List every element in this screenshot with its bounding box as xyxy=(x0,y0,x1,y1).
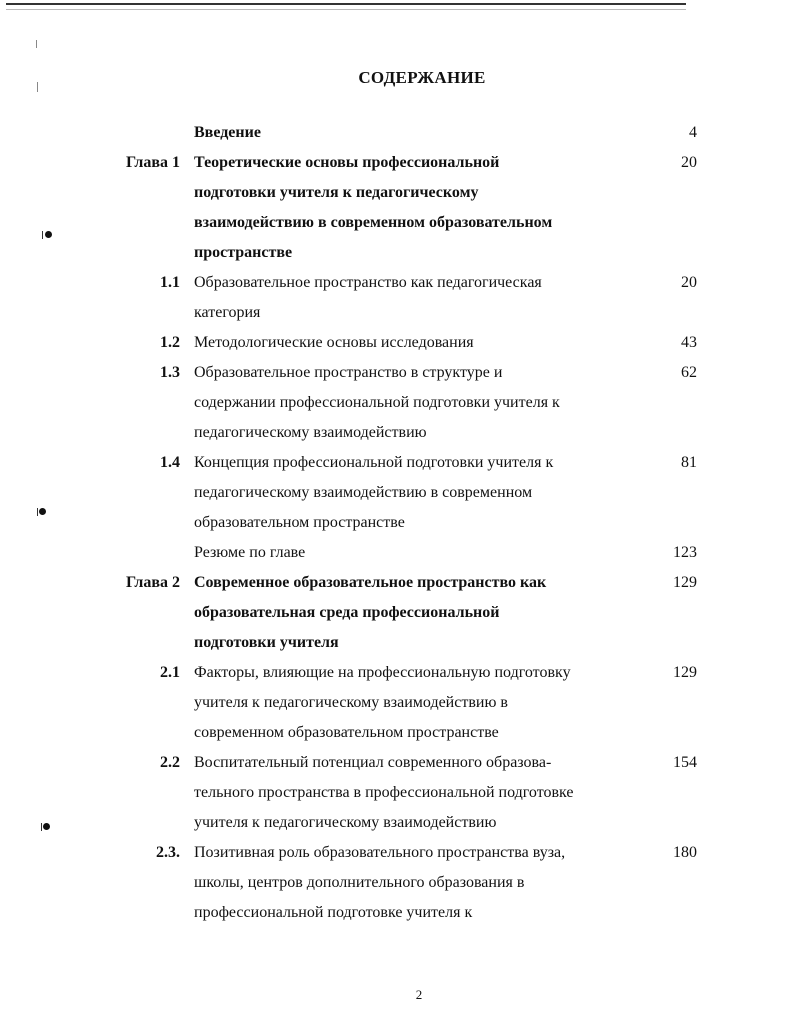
toc-entry-title-line: современном образовательном пространстве xyxy=(194,724,499,741)
toc-entry-title-line: образовательном пространстве xyxy=(194,514,405,531)
toc-entry-title-line: содержании профессиональной подготовки учителя к xyxy=(194,394,560,411)
toc-entry-title xyxy=(194,148,642,268)
toc-entry-label: 1.4 xyxy=(160,454,180,471)
toc-entry-page: 180 xyxy=(673,844,697,861)
toc-entry-title xyxy=(194,538,642,568)
toc-entry xyxy=(0,118,794,148)
toc-entry-page: 4 xyxy=(689,124,697,141)
toc-entry-page: 62 xyxy=(681,364,697,381)
toc-entry-title xyxy=(194,568,642,658)
toc-entry-label: 2.1 xyxy=(160,664,180,681)
toc-entry-label: 1.2 xyxy=(160,334,180,351)
toc-entry-label: 1.1 xyxy=(160,274,180,291)
toc-entry xyxy=(0,148,794,268)
toc-entry-title-line: Образовательное пространство как педагогическая xyxy=(194,274,542,291)
toc-entry xyxy=(0,448,794,538)
toc-entry-title xyxy=(194,268,642,328)
toc-entry-page: 129 xyxy=(673,664,697,681)
toc-entry-title-line: категория xyxy=(194,304,261,321)
toc-entry-label: 1.3 xyxy=(160,364,180,381)
toc-entry xyxy=(0,538,794,568)
table-of-contents xyxy=(0,118,794,928)
top-scan-rule-faint xyxy=(6,9,686,10)
toc-entry xyxy=(0,748,794,838)
toc-entry-page: 154 xyxy=(673,754,697,771)
toc-entry-title-line: образовательная среда профессиональной xyxy=(194,604,500,621)
toc-entry-title-line: Факторы, влияющие на профессиональную подготовку xyxy=(194,664,571,681)
scan-speck xyxy=(36,40,37,48)
toc-entry-title xyxy=(194,118,642,148)
toc-entry-title-line: учителя к педагогическому взаимодействию в xyxy=(194,694,508,711)
top-scan-rule xyxy=(6,3,686,5)
toc-entry-title-line: Образовательное пространство в структуре и xyxy=(194,364,503,381)
toc-entry xyxy=(0,268,794,328)
toc-entry-title xyxy=(194,748,642,838)
toc-entry-title xyxy=(194,328,642,358)
toc-entry-title-line: школы, центров дополнительного образования в xyxy=(194,874,525,891)
toc-entry xyxy=(0,358,794,448)
toc-entry-title-line: Позитивная роль образовательного пространства вуза, xyxy=(194,844,566,861)
toc-entry xyxy=(0,658,794,748)
toc-entry-title xyxy=(194,658,642,748)
toc-entry-title-line: Концепция профессиональной подготовки учителя к xyxy=(194,454,554,471)
toc-entry-page: 20 xyxy=(681,274,697,291)
toc-entry-title xyxy=(194,448,642,538)
toc-entry-title-line: взаимодействию в современном образовательном xyxy=(194,214,553,231)
toc-entry-title xyxy=(194,358,642,448)
toc-entry-label: 2.3. xyxy=(156,844,180,861)
toc-entry-label: Глава 2 xyxy=(126,574,180,591)
toc-entry xyxy=(0,838,794,928)
toc-entry-page: 123 xyxy=(673,544,697,561)
toc-entry-title-line: подготовки учителя к педагогическому xyxy=(194,184,479,201)
toc-entry-title-line: Современное образовательное пространство как xyxy=(194,574,547,591)
toc-entry-page: 20 xyxy=(681,154,697,171)
toc-entry-title-line: Методологические основы исследования xyxy=(194,334,474,351)
toc-entry-title-line: профессиональной подготовке учителя к xyxy=(194,904,473,921)
toc-entry-page: 43 xyxy=(681,334,697,351)
toc-entry-title-line: Воспитательный потенциал современного образова- xyxy=(194,754,552,771)
toc-title: СОДЕРЖАНИЕ xyxy=(358,68,486,87)
toc-entry-title-line: педагогическому взаимодействию xyxy=(194,424,427,441)
toc-entry-title-line: педагогическому взаимодействию в современном xyxy=(194,484,533,501)
toc-entry xyxy=(0,328,794,358)
toc-entry-title-line: подготовки учителя xyxy=(194,634,339,651)
toc-entry-title xyxy=(194,838,642,928)
toc-entry-title-line: учителя к педагогическому взаимодействию xyxy=(194,814,497,831)
toc-entry-title-line: тельного пространства в профессиональной подготовке xyxy=(194,784,574,801)
toc-entry-title-line: Теоретические основы профессиональной xyxy=(194,154,500,171)
toc-entry xyxy=(0,568,794,658)
toc-entry-label: Глава 1 xyxy=(126,154,180,171)
toc-entry-label: 2.2 xyxy=(160,754,180,771)
toc-entry-title-line: пространстве xyxy=(194,244,293,261)
toc-entry-page: 81 xyxy=(681,454,697,471)
toc-entry-title-line: Введение xyxy=(194,124,261,141)
toc-entry-page: 129 xyxy=(673,574,697,591)
toc-entry-title-line: Резюме по главе xyxy=(194,544,306,561)
page-number: 2 xyxy=(415,987,423,1002)
